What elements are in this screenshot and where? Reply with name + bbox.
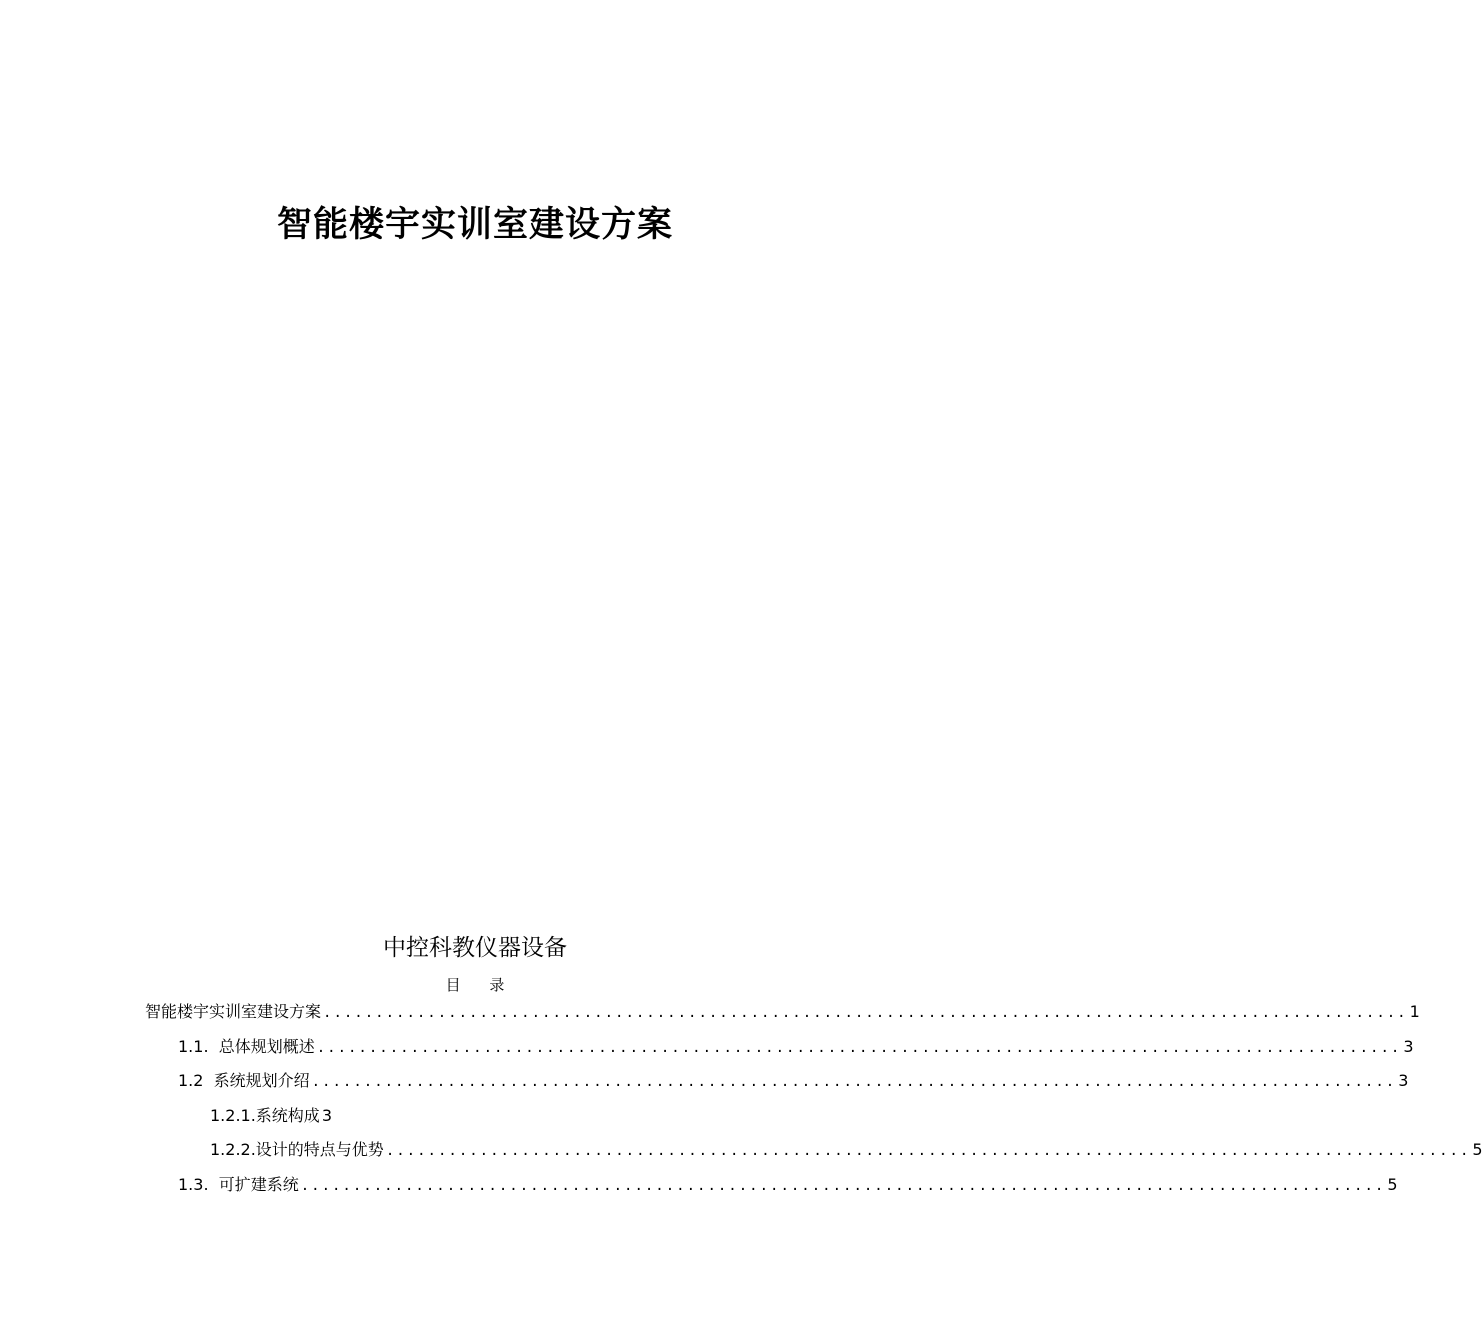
toc-page-number: 3 [1398, 1071, 1409, 1090]
toc-page-number: 5 [1472, 1140, 1483, 1159]
toc-entry-text: 1.2 系统规划介绍 [178, 1071, 310, 1090]
toc-page-number: 5 [1387, 1175, 1398, 1194]
toc-entry-text: 智能楼宇实训室建设方案 [145, 1002, 322, 1021]
toc-page-number: 3 [1403, 1037, 1414, 1056]
toc-entry-title[interactable] [145, 999, 1420, 1023]
toc-entry-1-3[interactable] [178, 1172, 1398, 1196]
toc-entry-text: 1.3. 可扩建系统 [178, 1175, 299, 1194]
toc-page-number: 3 [321, 1106, 332, 1125]
toc-entry-1-1[interactable] [178, 1034, 1414, 1058]
toc-entry-text: 1.1. 总体规划概述 [178, 1037, 315, 1056]
toc-entry-text: 1.2.1.系统构成 [210, 1106, 320, 1125]
toc-heading: 目 录 [445, 976, 517, 994]
toc-entry-1-2[interactable] [178, 1068, 1409, 1092]
toc-entry-1-2-2[interactable] [210, 1137, 1483, 1161]
toc-dot-leader: ........................................................................................................ [323, 1005, 1408, 1021]
toc-entry-text: 1.2.2.设计的特点与优势 [210, 1140, 384, 1159]
toc-dot-leader: ........................................................................................................ [311, 1074, 1397, 1090]
toc-dot-leader: ........................................................................................................ [316, 1040, 1402, 1056]
document-title: 智能楼宇实训室建设方案 [276, 205, 673, 245]
toc-entry-1-2-1[interactable] [210, 1103, 332, 1127]
company-name: 中控科教仪器设备 [383, 935, 567, 961]
toc-dot-leader: ........................................................................................................ [385, 1143, 1471, 1159]
toc-dot-leader: ........................................................................................................ [300, 1178, 1386, 1194]
toc-page-number: 1 [1409, 1002, 1420, 1021]
